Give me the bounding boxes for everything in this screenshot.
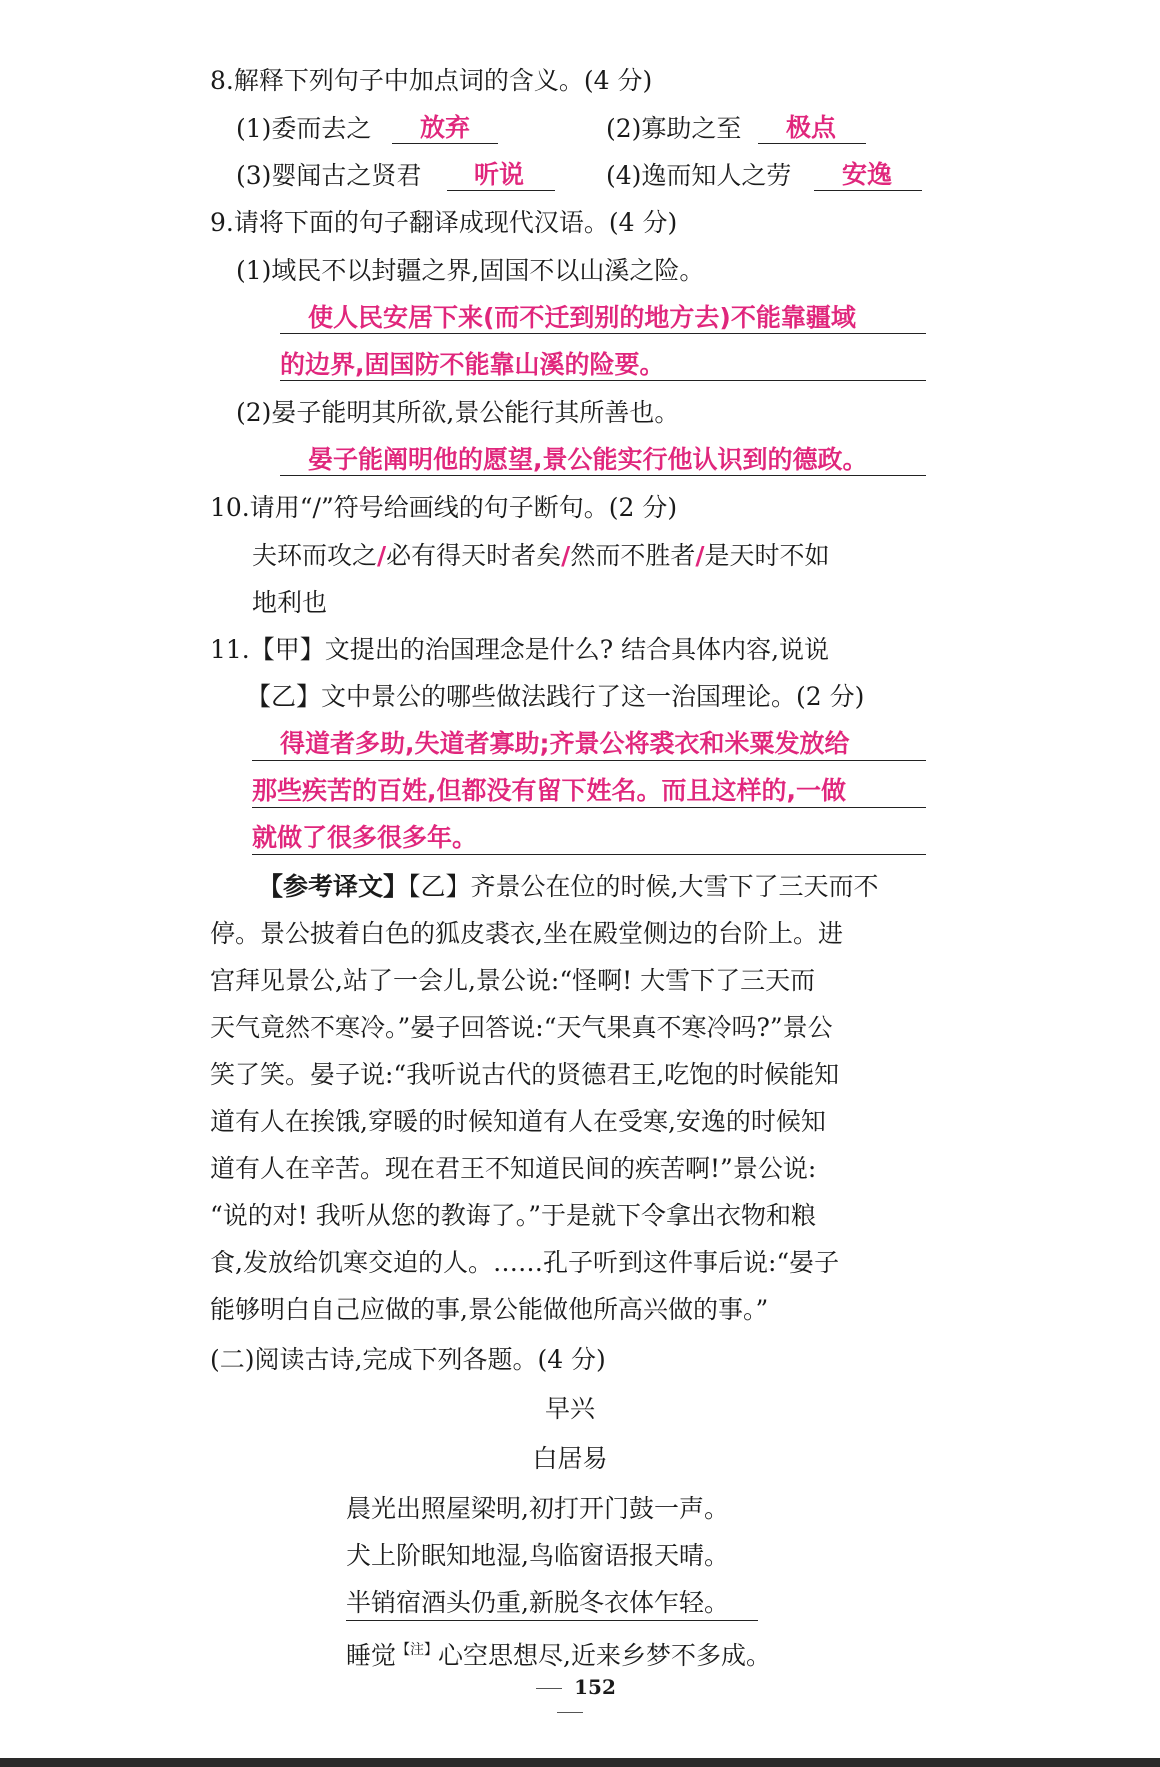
- answer-rule: [252, 760, 926, 761]
- translation-line: 笑了笑。晏子说:“我听说古代的贤德君王,吃饱的时候能知: [210, 1060, 840, 1089]
- poem-text: 心空思想尽,近来乡梦不多成。: [438, 1641, 771, 1670]
- translation-line: 道有人在辛苦。现在君王不知道民间的疾苦啊!”景公说:: [210, 1154, 817, 1183]
- q9-sentence-1: (1)域民不以封疆之界,固国不以山溪之险。: [236, 256, 705, 285]
- q8-item-1: (1)委而去之: [236, 114, 372, 143]
- answer-rule: [280, 380, 926, 381]
- q10-segment: 夫环而攻之: [252, 541, 378, 570]
- q9-sentence-2: (2)晏子能明其所欲,景公能行其所善也。: [236, 398, 680, 427]
- translation-text: 【乙】齐景公在位的时候,大雪下了三天而不: [408, 872, 879, 901]
- poem-title: 早兴: [544, 1394, 595, 1423]
- translation-line: 宫拜见景公,站了一会儿,景公说:“怪啊! 大雪下了三天而: [210, 966, 816, 995]
- q10-prompt: 10.请用“/”符号给画线的句子断句。(2 分): [210, 493, 678, 522]
- translation-line: 天气竟然不寒冷。”晏子回答说:“天气果真不寒冷吗?”景公: [210, 1013, 833, 1042]
- answer-rule: [280, 333, 926, 334]
- break-mark: /: [561, 541, 571, 570]
- q10-segment: 是天时不如: [704, 541, 830, 570]
- bottom-bar: [0, 1758, 1160, 1767]
- translation-line: 食,发放给饥寒交迫的人。……孔子听到这件事后说:“晏子: [210, 1248, 840, 1277]
- translation-line: 停。景公披着白色的狐皮裘衣,坐在殿堂侧边的台阶上。进: [210, 919, 843, 948]
- poem-line-2: 犬上阶眠知地湿,鸟临窗语报天晴。: [346, 1541, 729, 1570]
- q8-item-4: (4)逸而知人之劳: [606, 161, 792, 190]
- page-number-dash: [557, 1712, 583, 1713]
- translation-line: 道有人在挨饿,穿暖的时候知道有人在受寒,安逸的时候知: [210, 1107, 826, 1136]
- q11-answer-line-2: 那些疾苦的百姓,但都没有留下姓名。而且这样的,一做: [252, 776, 846, 805]
- q8-blank-3: [447, 190, 555, 191]
- q8-item-2: (2)寡助之至: [606, 114, 742, 143]
- q10-punctuated-line-2: 地利也: [252, 588, 328, 617]
- translation-line: 能够明白自己应做的事,景公能做他所高兴做的事。”: [210, 1295, 769, 1324]
- poem-text: 睡觉: [346, 1641, 397, 1670]
- poem-line-underline: [346, 1620, 758, 1621]
- footnote-marker: 【注】: [396, 1642, 439, 1658]
- q11-prompt-line-1: 11.【甲】文提出的治国理念是什么? 结合具体内容,说说: [210, 635, 830, 664]
- q8-item-3: (3)婴闻古之贤君: [236, 161, 422, 190]
- page-number-dash: [536, 1688, 562, 1689]
- poem-author: 白居易: [532, 1444, 608, 1473]
- section-heading: (二)阅读古诗,完成下列各题。(4 分): [210, 1345, 606, 1374]
- translation-line: “说的对! 我听从您的教诲了。”于是就下令拿出衣物和粮: [210, 1201, 817, 1230]
- q8-answer-2: 极点: [786, 113, 837, 142]
- page-number-value: 152: [574, 1675, 616, 1699]
- q11-answer-line-3: 就做了很多很多年。: [252, 823, 478, 852]
- q8-prompt: 8.解释下列句子中加点词的含义。(4 分): [210, 66, 653, 95]
- q8-answer-4: 安逸: [842, 160, 893, 189]
- q10-segment: 然而不胜者: [570, 541, 696, 570]
- q8-blank-1: [392, 143, 498, 144]
- answer-rule: [252, 807, 926, 808]
- q8-blank-4: [814, 190, 922, 191]
- break-mark: /: [377, 541, 387, 570]
- translation-label: 【参考译文】: [258, 872, 409, 901]
- q11-prompt-line-2: 【乙】文中景公的哪些做法践行了这一治国理论。(2 分): [246, 682, 865, 711]
- q8-blank-2: [758, 143, 866, 144]
- q11-answer-line-1: 得道者多助,失道者寡助;齐景公将裘衣和米粟发放给: [280, 729, 850, 758]
- poem-line-3: 半销宿酒头仍重,新脱冬衣体乍轻。: [346, 1588, 729, 1617]
- q10-punctuated-line-1: [252, 541, 829, 571]
- translation-line-1: [258, 872, 878, 902]
- poem-line-4: [346, 1635, 771, 1671]
- poem-line-1: 晨光出照屋梁明,初打开门鼓一声。: [346, 1494, 729, 1523]
- break-mark: /: [695, 541, 705, 570]
- q10-segment: 必有得天时者矣: [386, 541, 562, 570]
- q9-answer-1-line-1: 使人民安居下来(而不迁到别的地方去)不能靠疆域: [308, 303, 856, 332]
- answer-rule: [252, 854, 926, 855]
- q9-answer-2: 晏子能阐明他的愿望,景公能实行他认识到的德政。: [308, 445, 868, 474]
- q8-answer-1: 放弃: [420, 113, 471, 142]
- q9-answer-1-line-2: 的边界,固国防不能靠山溪的险要。: [280, 350, 665, 379]
- answer-rule: [280, 475, 926, 476]
- q8-answer-3: 听说: [474, 160, 525, 189]
- page-number: [500, 1675, 640, 1723]
- q9-prompt: 9.请将下面的句子翻译成现代汉语。(4 分): [210, 208, 678, 237]
